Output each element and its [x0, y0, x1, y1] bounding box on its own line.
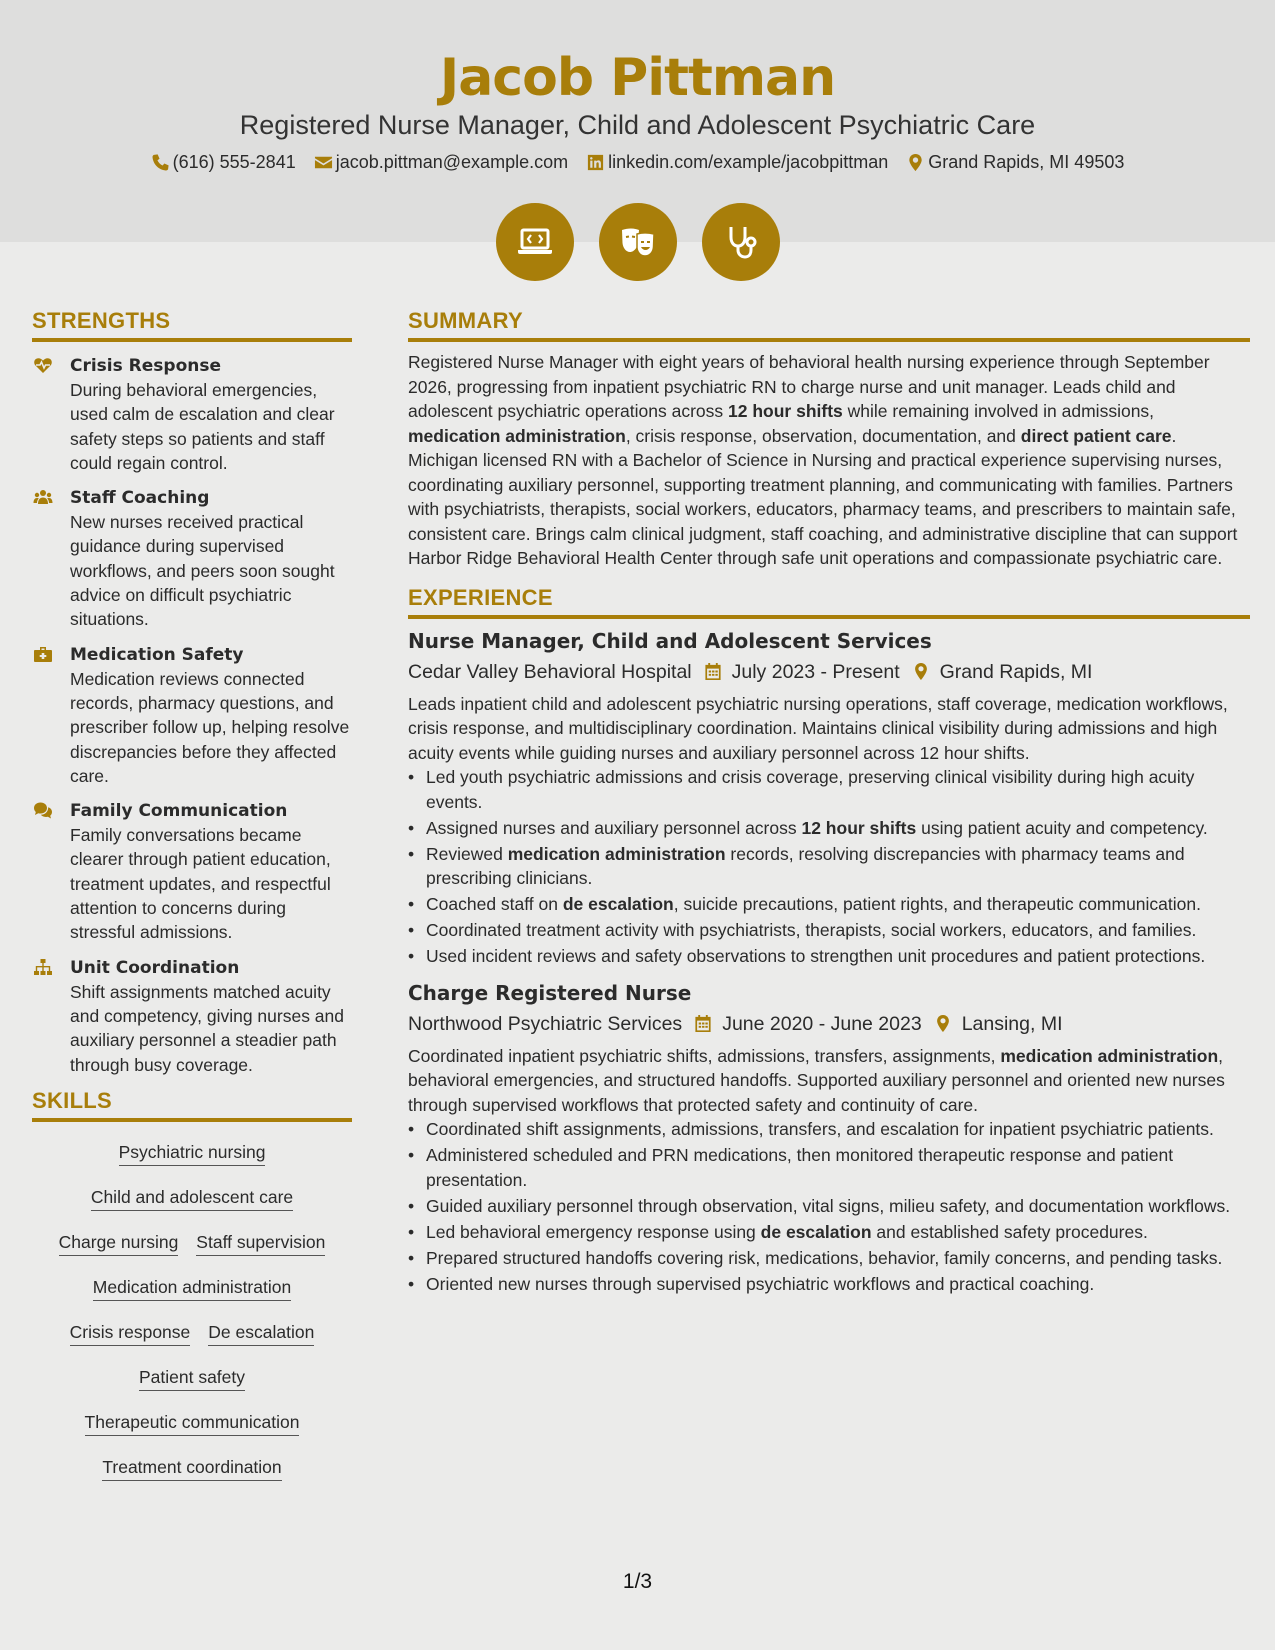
bullet-item: [408, 1272, 1250, 1297]
laptop-code-badge: [496, 203, 574, 281]
calendar-icon: [704, 662, 722, 681]
contact-phone[interactable]: [151, 152, 296, 173]
strengths-section: [32, 308, 352, 1077]
skill-row: [93, 1269, 291, 1314]
strength-title: Unit Coordination: [70, 957, 240, 978]
strength-item: [32, 643, 352, 788]
job-location: Grand Rapids, MI: [939, 660, 1093, 683]
strength-item: [32, 956, 352, 1077]
bullet-item: [408, 765, 1250, 814]
skill-tag: Child and adolescent care: [91, 1185, 293, 1211]
strength-item: [32, 799, 352, 944]
theater-masks-badge: [599, 203, 677, 281]
right-column: [408, 308, 1250, 1298]
text-run: Coordinated treatment activity with psychiatrists, therapists, social workers, educators, and families.: [426, 920, 1197, 940]
text-run: Leads inpatient child and adolescent psychiatric nursing operations, staff coverage, medication workflows, crisis response, and multidisciplinary coordination. Maintains clinical visibility during admissions and high acuity events while guiding nurses and auxiliary personnel across 12 hour shifts.: [408, 693, 1228, 763]
candidate-name: Jacob Pittman: [439, 48, 836, 108]
job-entry: [408, 979, 1250, 1297]
text-run: , crisis response, observation, documentation, and: [625, 425, 1021, 446]
skill-tag: De escalation: [208, 1320, 314, 1346]
strength-description: Shift assignments matched acuity and competency, giving nurses and auxiliary personnel a steadier path through busy coverage.: [70, 981, 345, 1075]
envelope-icon: [314, 153, 333, 172]
strength-icon-wrap: [32, 354, 58, 475]
skill-tag: Psychiatric nursing: [119, 1140, 266, 1166]
job-meta: [408, 1010, 1250, 1038]
strength-description: During behavioral emergencies, used calm de escalation and clear safety steps so patients and staff could regain control.: [70, 380, 335, 473]
medkit-icon: [32, 645, 54, 663]
bullet-item: [408, 1143, 1250, 1192]
job-bullets: [408, 765, 1250, 969]
stethoscope-icon: [721, 222, 761, 262]
strength-icon-wrap: [32, 799, 58, 944]
text-run: , suicide precautions, patient rights, and therapeutic communication.: [673, 894, 1201, 914]
bold-keyword: medication administration: [408, 425, 626, 446]
location-text: Grand Rapids, MI 49503: [928, 152, 1125, 172]
text-run: Coordinated shift assignments, admissions, transfers, and escalation for inpatient psychiatric patients.: [426, 1119, 1214, 1139]
skill-row: [85, 1404, 300, 1449]
skills-section: [32, 1088, 352, 1494]
job-entry: [408, 627, 1250, 969]
strength-item: [32, 354, 352, 475]
strength-description: Family conversations became clearer through patient education, treatment updates, and respectful attention to concerns during stressful admissions.: [70, 825, 331, 943]
bold-keyword: 12 hour shifts: [801, 817, 917, 838]
linkedin-icon: [586, 153, 605, 172]
summary-text: [408, 350, 1250, 571]
bullet-item: [408, 944, 1250, 969]
text-run: Coached staff on: [426, 894, 563, 914]
text-run: using patient acuity and competency.: [916, 817, 1208, 838]
contact-email[interactable]: [314, 152, 568, 173]
skill-row: [70, 1314, 315, 1359]
strength-title: Crisis Response: [70, 356, 222, 376]
map-marker-icon: [906, 153, 925, 172]
skill-row: [102, 1449, 281, 1494]
job-list: [408, 627, 1250, 1297]
bullet-item: [408, 1220, 1250, 1245]
text-run: Administered scheduled and PRN medications, then monitored therapeutic response and patient presentation.: [426, 1145, 1174, 1190]
strength-body: [70, 354, 352, 475]
bold-keyword: de escalation: [562, 894, 674, 914]
text-run: Coordinated inpatient psychiatric shifts, admissions, transfers, assignments,: [408, 1045, 1001, 1066]
text-run: while remaining involved in admissions,: [842, 401, 1155, 421]
skills-list: [32, 1134, 352, 1494]
strength-body: [70, 956, 352, 1077]
candidate-role: Registered Nurse Manager, Child and Adolescent Psychiatric Care: [239, 110, 1036, 140]
bullet-item: [408, 816, 1250, 841]
skill-tag: Therapeutic communication: [85, 1410, 300, 1436]
bold-keyword: direct patient care: [1020, 425, 1172, 446]
text-run: , behavioral emergencies, and structured handoffs. Supported auxiliary personnel and oriented new nurses through supervised workflows that protected safety and continuity of care.: [408, 1045, 1225, 1115]
contact-bar: [0, 152, 1275, 173]
skill-row: [59, 1224, 326, 1269]
job-meta: [408, 658, 1250, 686]
text-run: Led behavioral emergency response using: [426, 1221, 761, 1242]
bold-keyword: medication administration: [1000, 1045, 1219, 1066]
bold-keyword: medication administration: [507, 843, 726, 864]
job-employer: Northwood Psychiatric Services: [408, 1012, 683, 1035]
left-column: [32, 308, 352, 1494]
contact-linkedin[interactable]: [586, 152, 888, 173]
strength-icon-wrap: [32, 643, 58, 788]
job-title: Charge Registered Nurse: [408, 980, 692, 1005]
skill-tag: Patient safety: [139, 1365, 245, 1391]
heartbeat-icon: [32, 356, 54, 374]
map-marker-icon: [912, 662, 930, 681]
text-run: Prepared structured handoffs covering risk, medications, behavior, family concerns, and pending tasks.: [426, 1247, 1223, 1268]
text-run: and established safety procedures.: [871, 1221, 1148, 1242]
comments-icon: [32, 801, 54, 819]
summary-section: [408, 308, 1250, 571]
skill-tag: Staff supervision: [196, 1230, 325, 1256]
strength-title: Medication Safety: [70, 644, 244, 665]
text-run: Guided auxiliary personnel through observation, vital signs, milieu safety, and documentation workflows.: [426, 1195, 1231, 1216]
users-icon: [32, 488, 54, 506]
strength-icon-wrap: [32, 956, 58, 1077]
skill-tag: Charge nursing: [59, 1230, 179, 1256]
sitemap-icon: [32, 958, 54, 976]
bullet-item: [408, 842, 1250, 891]
map-marker-icon: [934, 1014, 952, 1033]
skill-row: [139, 1359, 245, 1404]
skill-row: [119, 1134, 266, 1179]
text-run: Registered Nurse Manager with eight years of behavioral health nursing experience through September 2026, progressing from inpatient psychiatric RN to charge nurse and unit manager. Leads child and adolescent psychiatric operations across: [408, 352, 1210, 421]
text-run: Reviewed: [426, 843, 508, 864]
job-dates: June 2020 - June 2023: [722, 1012, 922, 1035]
bold-keyword: 12 hour shifts: [728, 401, 843, 421]
job-description: [408, 692, 1250, 766]
experience-section: [408, 585, 1250, 1297]
stethoscope-badge: [702, 203, 780, 281]
strength-title: Family Communication: [70, 801, 288, 822]
strength-description: Medication reviews connected records, pharmacy questions, and prescriber follow up, helping resolve discrepancies before they affected care.: [70, 668, 350, 786]
bold-keyword: de escalation: [760, 1221, 872, 1242]
job-bullets: [408, 1117, 1250, 1296]
text-run: records, resolving discrepancies with pharmacy teams and prescribing clinicians.: [426, 843, 1185, 888]
strength-body: [70, 643, 352, 788]
text-run: Led youth psychiatric admissions and crisis coverage, preserving clinical visibility during high acuity events.: [426, 767, 1195, 812]
calendar-icon: [694, 1014, 712, 1033]
bullet-item: [408, 1117, 1250, 1142]
strengths-title: STRENGTHS: [32, 308, 352, 342]
email-text: jacob.pittman@example.com: [335, 152, 569, 172]
summary-title: SUMMARY: [408, 308, 1250, 342]
strength-title: Staff Coaching: [70, 488, 210, 509]
skill-tag: Treatment coordination: [102, 1455, 281, 1481]
text-run: Used incident reviews and safety observations to strengthen unit procedures and patient protections.: [426, 946, 1206, 966]
strength-item: [32, 486, 352, 631]
job-description: [408, 1044, 1250, 1118]
phone-icon: [151, 153, 170, 172]
skills-title: SKILLS: [32, 1088, 352, 1122]
theater-masks-icon: [618, 222, 658, 262]
laptop-code-icon: [515, 222, 555, 262]
strength-description: New nurses received practical guidance during supervised workflows, and peers soon sought advice on difficult psychiatric situations.: [70, 512, 335, 630]
strength-body: [70, 799, 352, 944]
badge-row: [0, 203, 1275, 281]
experience-title: EXPERIENCE: [408, 585, 1250, 619]
job-employer: Cedar Valley Behavioral Hospital: [408, 660, 692, 683]
bullet-item: [408, 918, 1250, 943]
job-title: Nurse Manager, Child and Adolescent Services: [408, 628, 932, 653]
linkedin-text: linkedin.com/example/jacobpittman: [608, 152, 889, 172]
strengths-list: [32, 354, 352, 1077]
bullet-item: [408, 892, 1250, 917]
contact-location: [906, 152, 1124, 173]
text-run: Assigned nurses and auxiliary personnel across: [426, 817, 802, 838]
bullet-item: [408, 1194, 1250, 1219]
skill-tag: Medication administration: [93, 1275, 291, 1301]
strength-body: [70, 486, 352, 631]
job-location: Lansing, MI: [961, 1012, 1063, 1035]
strength-icon-wrap: [32, 486, 58, 631]
text-run: Oriented new nurses through supervised psychiatric workflows and practical coaching.: [426, 1273, 1095, 1294]
page-number: 1/3: [622, 1570, 653, 1593]
skill-tag: Crisis response: [70, 1320, 191, 1346]
bullet-item: [408, 1246, 1250, 1271]
phone-text: (616) 555-2841: [172, 152, 296, 172]
text-run: . Michigan licensed RN with a Bachelor of Science in Nursing and practical experience supervising nurses, coordinating auxiliary personnel, supporting treatment planning, and communicating with families. Partners with psychiatrists, therapists, social workers, educators, pharmacy teams, and prescribers to maintain safe, consistent care. Brings calm clinical judgment, staff coaching, and administrative discipline that can support Harbor Ridge Behavioral Health Center through safe unit operations and compassionate psychiatric care.: [408, 425, 1238, 568]
job-dates: July 2023 - Present: [731, 660, 900, 683]
skill-row: [91, 1179, 293, 1224]
